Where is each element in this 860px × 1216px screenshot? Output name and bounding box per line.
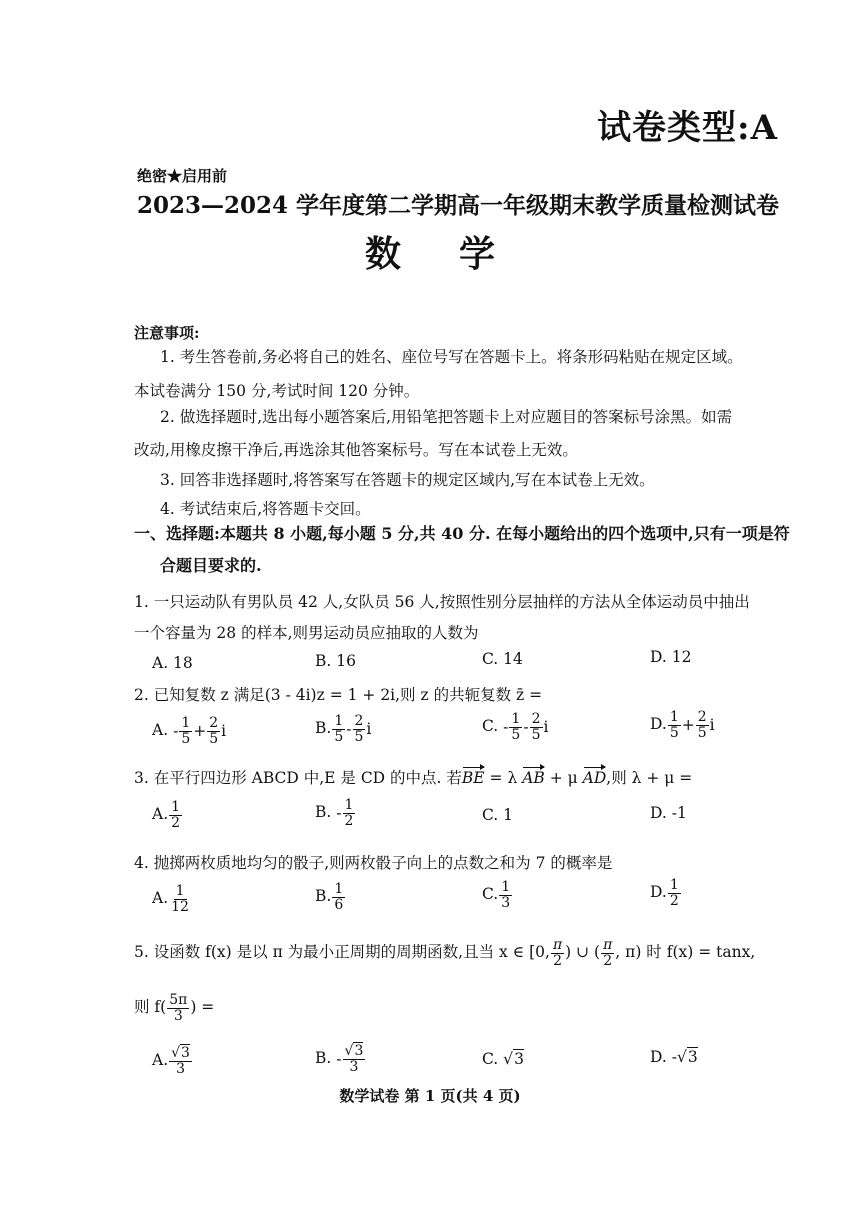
numerator: 5π [169, 992, 188, 1008]
q1-option-c: C. 14 [482, 650, 523, 668]
denominator: 12 [171, 898, 189, 915]
option-letter: C. [482, 717, 499, 736]
fraction [353, 714, 366, 744]
stem-text: ) ∪ ( [565, 943, 601, 962]
fraction-5pi-over-3 [167, 993, 189, 1023]
paper-type-label: 试卷类型:A [597, 108, 778, 148]
fraction [343, 1044, 366, 1074]
sign: - [346, 720, 352, 739]
stem-text: 3. 在平行四边形 ABCD 中,E 是 CD 的中点. 若 [134, 769, 462, 787]
section-heading-cont: 合题目要求的. [160, 556, 262, 575]
imaginary-unit: i [366, 720, 372, 739]
vector-be: BE [461, 769, 485, 787]
option-value: -1 [671, 804, 687, 822]
numerator: 1 [181, 715, 191, 731]
q5-option-d [650, 1048, 698, 1066]
radicand: 3 [687, 1048, 698, 1066]
fraction [179, 716, 192, 746]
numerator: 1 [334, 713, 344, 729]
vector-ad: AD [582, 769, 607, 787]
option-letter: D. [650, 1048, 667, 1066]
denominator: 6 [334, 896, 344, 913]
denominator: 5 [209, 730, 219, 747]
option-value: 1 [503, 806, 514, 824]
q5-option-a [152, 1046, 193, 1076]
fraction [169, 884, 191, 914]
section-heading: 一、选择题:本题共 8 小题,每小题 5 分,共 40 分. 在每小题给出的四个选项中,只有一项是符 [134, 524, 790, 543]
question-3-stem [134, 766, 692, 788]
numerator: π [603, 937, 613, 953]
numerator: 1 [175, 883, 185, 899]
denominator: 3 [501, 894, 511, 911]
fraction [668, 710, 681, 740]
denominator: 5 [697, 724, 707, 741]
numerator: 1 [669, 709, 679, 725]
question-5-stem [134, 938, 755, 968]
fraction [668, 878, 681, 908]
numerator: 1 [501, 879, 511, 895]
fraction [343, 798, 356, 828]
numerator: π [552, 937, 563, 953]
stem-text: ,则 λ + μ = [606, 769, 693, 787]
numerator: 1 [344, 797, 354, 813]
option-letter: B. [315, 887, 332, 906]
option-letter: B. [315, 1049, 332, 1068]
q1-option-a: A. 18 [152, 654, 193, 672]
fraction [696, 710, 709, 740]
note-line: 本试卷满分 150 分,考试时间 120 分钟。 [134, 382, 420, 400]
exam-title: 2023—2024 学年度第二学期高一年级期末教学质量检测试卷 [137, 192, 780, 219]
note-line: 3. 回答非选择题时,将答案写在答题卡的规定区域内,写在本试卷上无效。 [160, 471, 655, 489]
q4-option-b [315, 882, 346, 912]
sign: + [193, 722, 207, 741]
q2-option-b [315, 714, 371, 744]
q4-option-d [650, 878, 682, 908]
denominator: 2 [344, 812, 354, 829]
fraction [332, 882, 345, 912]
denominator: 3 [173, 1007, 183, 1024]
sign: - [173, 722, 179, 741]
q1-option-b: B. 16 [315, 652, 356, 670]
denominator: 5 [511, 726, 521, 743]
vector-ab: AB [522, 769, 545, 787]
radicand: 3 [354, 1043, 364, 1059]
numerator: 1 [669, 877, 679, 893]
stem-text: , π) 时 f(x) = tanx, [615, 943, 756, 962]
option-letter: D. [650, 883, 667, 902]
denominator: 5 [669, 724, 679, 741]
option-letter: B. [315, 719, 332, 738]
denominator: 2 [171, 814, 181, 831]
stem-text: + μ [544, 769, 583, 787]
sign: - [336, 804, 342, 823]
denominator: 5 [531, 726, 541, 743]
fraction [207, 716, 220, 746]
denominator: 2 [669, 892, 679, 909]
fraction [169, 1046, 192, 1076]
numerator: 2 [354, 713, 364, 729]
fraction-pi-over-2 [601, 938, 614, 968]
stem-text: 则 f( [134, 998, 167, 1017]
numerator: √3 [344, 1043, 364, 1059]
q5-option-b [315, 1044, 366, 1074]
option-letter: C. [482, 1050, 499, 1068]
denominator: 5 [181, 730, 191, 747]
option-letter: A. [152, 805, 169, 824]
question-1-stem-cont: 一个容量为 28 的样本,则男运动员应抽取的人数为 [134, 624, 479, 642]
q5-option-c [482, 1050, 524, 1068]
imaginary-unit: i [543, 718, 549, 737]
option-letter: B. [315, 803, 332, 822]
note-line: 2. 做选择题时,选出每小题答案后,用铅笔把答题卡上对应题目的答案标号涂黑。如需 [160, 408, 733, 426]
denominator: 2 [603, 952, 613, 969]
q2-option-d [650, 710, 715, 740]
fraction [530, 712, 543, 742]
option-letter: A. [152, 889, 169, 908]
option-letter: C. [482, 885, 499, 904]
denominator: 5 [334, 728, 344, 745]
question-5-stem-cont [134, 993, 214, 1023]
q3-option-b [315, 798, 356, 828]
numerator: 1 [171, 799, 181, 815]
q2-option-a [152, 716, 226, 746]
sign: + [681, 716, 695, 735]
radicand: 3 [514, 1050, 524, 1068]
numerator: √3 [171, 1045, 190, 1061]
subject-title: 数学 [364, 233, 553, 275]
notes-heading: 注意事项: [134, 324, 200, 342]
denominator: 5 [354, 728, 364, 745]
fraction-pi-over-2 [551, 938, 564, 968]
denominator: 3 [176, 1060, 185, 1077]
stem-text: 5. 设函数 f(x) 是以 π 为最小正周期的周期函数,且当 x ∈ [0, [134, 943, 550, 962]
sign: - [336, 1050, 342, 1069]
q4-option-c [482, 880, 513, 910]
imaginary-unit: i [221, 722, 227, 741]
option-value: √3 [503, 1050, 524, 1068]
note-line: 1. 考生答卷前,务必将自己的姓名、座位号写在答题卡上。将条形码粘贴在规定区域。 [160, 348, 743, 366]
sign: - [503, 718, 509, 737]
denominator: 3 [349, 1058, 359, 1075]
note-line: 改动,用橡皮擦干净后,再选涂其他答案标号。写在本试卷上无效。 [134, 441, 578, 459]
numerator: 2 [697, 709, 707, 725]
option-letter: A. [152, 721, 169, 740]
option-letter: A. [152, 1051, 169, 1070]
q3-option-d [650, 804, 687, 822]
option-letter: D. [650, 715, 667, 734]
radicand: 3 [181, 1045, 190, 1061]
option-letter: D. [650, 804, 667, 822]
numerator: 1 [334, 881, 344, 897]
stem-text: = λ [484, 769, 523, 787]
q3-option-c [482, 806, 513, 824]
numerator: 2 [531, 711, 541, 727]
fraction [499, 880, 512, 910]
page-footer: 数学试卷 第 1 页(共 4 页) [339, 1087, 521, 1105]
numerator: 2 [209, 715, 219, 731]
q4-option-a [152, 884, 192, 914]
question-1-stem: 1. 一只运动队有男队员 42 人,女队员 56 人,按照性别分层抽样的方法从全体运动员中抽出 [134, 593, 750, 611]
option-value: -√3 [671, 1048, 698, 1066]
option-letter: C. [482, 806, 499, 824]
fraction [169, 800, 182, 830]
stem-text: ) = [190, 998, 215, 1017]
q2-option-c [482, 712, 548, 742]
confidential-mark: 绝密★启用前 [137, 167, 228, 185]
sign: - [671, 1048, 677, 1066]
q3-option-a [152, 800, 183, 830]
fraction [509, 712, 522, 742]
question-4-stem: 4. 抛掷两枚质地均匀的骰子,则两枚骰子向上的点数之和为 7 的概率是 [134, 854, 613, 872]
fraction [332, 714, 345, 744]
numerator: 1 [511, 711, 521, 727]
q1-option-d: D. 12 [650, 648, 692, 666]
denominator: 2 [553, 952, 563, 969]
note-line: 4. 考试结束后,将答题卡交回。 [160, 500, 371, 518]
sign: - [523, 718, 529, 737]
imaginary-unit: i [709, 716, 715, 735]
question-2-stem: 2. 已知复数 z 满足(3 - 4i)z = 1 + 2i,则 z 的共轭复数 z̄ = [134, 686, 543, 704]
